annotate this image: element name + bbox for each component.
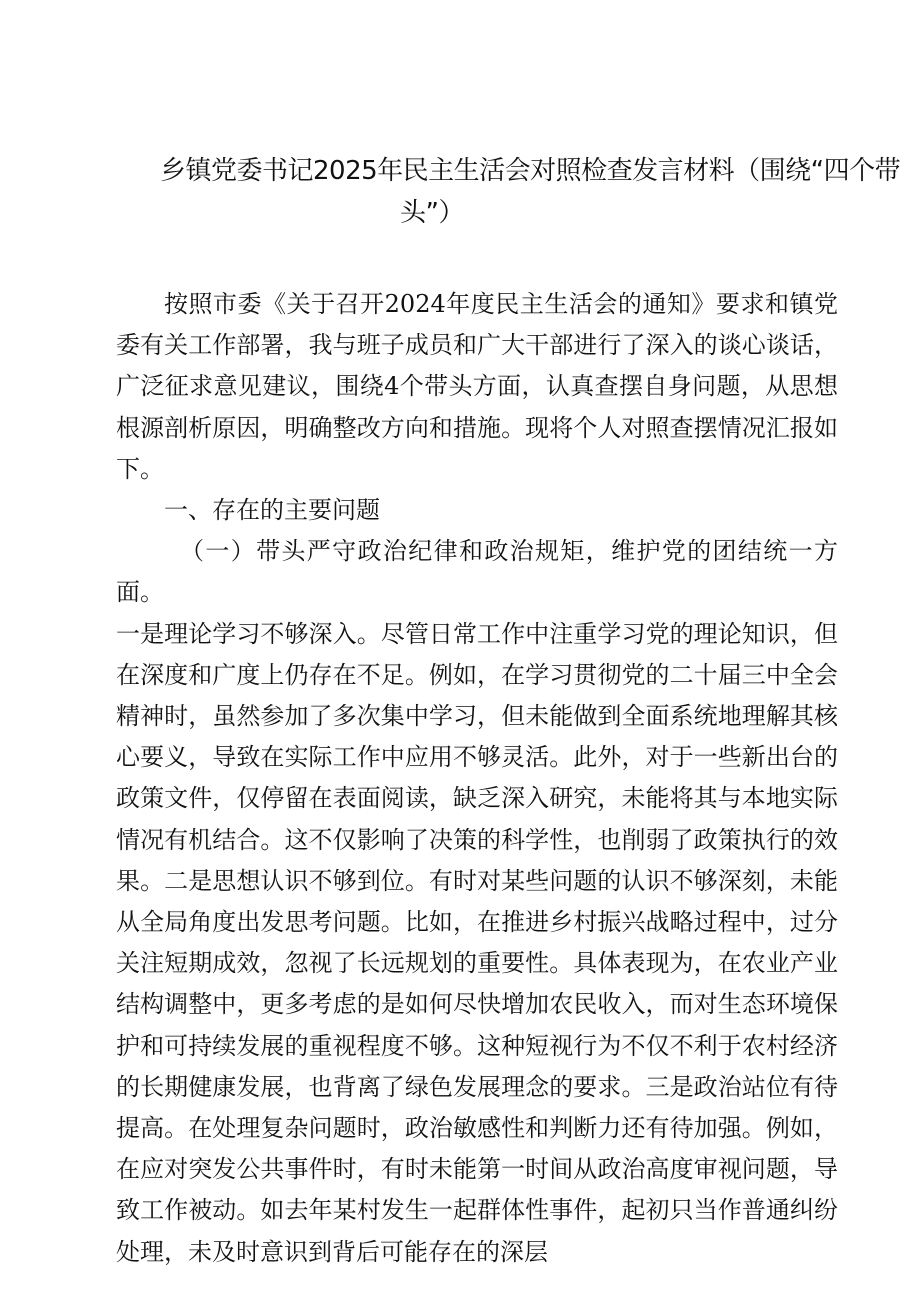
document-body <box>116 284 838 1273</box>
title-line-1: 乡镇党委书记2025年民主生活会对照检查发言材料（围绕“四个带 <box>160 156 901 186</box>
subsection-heading: （一）带头严守政治纪律和政治规矩，维护党的团结统一方面。 <box>116 537 838 607</box>
body-paragraph: 一是理论学习不够深入。尽管日常工作中注重学习党的理论知识，但在深度和广度上仍存在不足。例如，在学习贯彻党的二十届三中全会精神时，虽然参加了多次集中学习，但未能做到全面系统地理解其核心要义，导致在实际工作中应用不够灵活。此外，对于一些新出台的政策文件，仅停留在表面阅读，缺乏深入研究，未能将其与本地实际情况有机结合。这不仅影响了决策的科学性，也削弱了政策执行的效果。二是思想认识不够到位。有时对某些问题的认识不够深刻，未能从全局角度出发思考问题。比如，在推进乡村振兴战略过程中，过分关注短期成效，忽视了长远规划的重要性。具体表现为，在农业产业结构调整中，更多考虑的是如何尽快增加农民收入，而对生态环境保护和可持续发展的重视程度不够。这种短视行为不仅不利于农村经济的长期健康发展，也背离了绿色发展理念的要求。三是政治站位有待提高。在处理复杂问题时，政治敏感性和判断力还有待加强。例如，在应对突发公共事件时，有时未能第一时间从政治高度审视问题，导致工作被动。如去年某村发生一起群体性事件，起初只当作普通纠纷处理，未及时意识到背后可能存在的深层 <box>116 619 838 1266</box>
document-title <box>160 150 901 234</box>
section-heading: 一、存在的主要问题 <box>164 496 380 525</box>
title-line-2: 头”） <box>400 198 464 228</box>
intro-paragraph: 按照市委《关于召开2024年度民主生活会的通知》要求和镇党委有关工作部署，我与班子成员和广大干部进行了深入的谈心谈话，广泛征求意见建议，围绕4个带头方面，认真查摆自身问题，从思想根源剖析原因，明确整改方向和措施。现将个人对照查摆情况汇报如下。 <box>116 290 838 483</box>
